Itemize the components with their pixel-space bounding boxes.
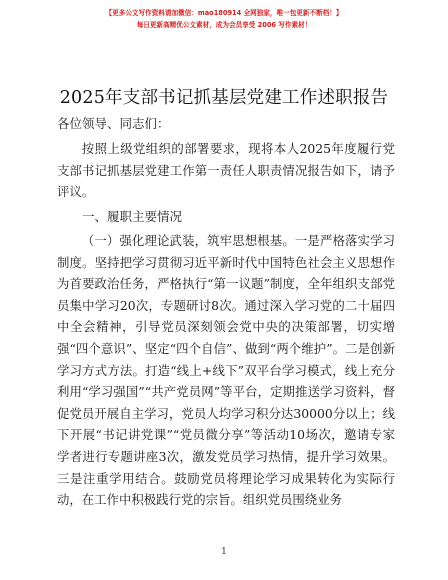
promo-banner-line-2: 每日更新高精优公文素材，成为会员享受 2006 写作素材！: [136, 21, 312, 29]
section-1-paragraph: （一）强化理论武装，筑牢思想根基。一是严格落实学习制度。坚持把学习贯彻习近平新时代中国特色社会主义思想作为首要政治任务，严格执行“第一议题”制度，全年组织支部党员集中学习20次，专题研讨8次。通过深入学习党的二十届四中全会精神，引导党员深刻领会党中央的决策部署，切实增强“四个意识”、坚定“四个自信”、做到“两个维护”。二是创新学习方式方法。打造“线上+线下”双平台学习模式，线上充分利用“学习强国”“共产党员网”等平台，定期推送学习资料，督促党员开展自主学习，党员人均学习积分达30000分以上；线下开展“书记讲党课”“党员微分享”等活动10场次，邀请专家学者进行专题讲座3次，激发党员学习热情，提升学习效果。三是注重学用结合。鼓励党员将理论学习成果转化为实际行动，在工作中积极践行党的宗旨。组织党员围绕业务: [57, 233, 395, 508]
page-number: 1: [221, 547, 227, 557]
promo-banner-line-1: 【更多公文写作资料请加微信：mao180914 全网独家，唯一包更新不断档！】: [105, 9, 343, 17]
intro-paragraph: 按照上级党组织的部署要求，现将本人2025年度履行党支部书记抓基层党建工作第一责任人职责情况报告如下，请予评议。: [57, 141, 395, 200]
section-heading-1: 一、履职主要情况: [82, 209, 183, 224]
salutation: 各位领导、同志们：: [57, 116, 170, 131]
document-title: 2025年支部书记抓基层党建工作述职报告: [59, 88, 389, 108]
